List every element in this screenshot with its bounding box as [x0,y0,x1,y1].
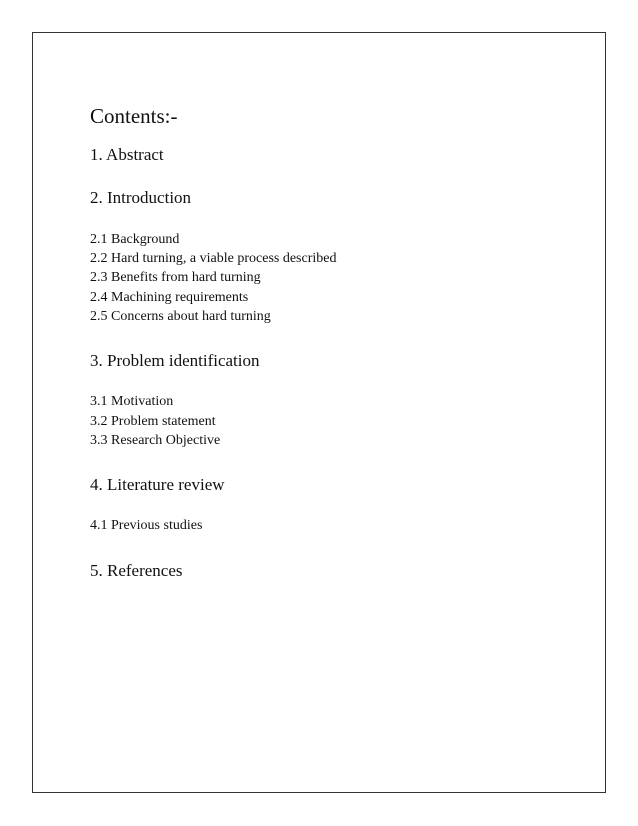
subsection-2-4: 2.4 Machining requirements [90,290,249,305]
subsection-3-3: 3.3 Research Objective [90,433,221,448]
subsection-2-2: 2.2 Hard turning, a viable process described [90,251,337,266]
contents-title: Contents:- [90,104,178,128]
subsection-2-5: 2.5 Concerns about hard turning [90,309,271,324]
subsection-4-1: 4.1 Previous studies [90,518,203,533]
section-heading-references: 5. References [90,561,183,580]
subsection-2-1: 2.1 Background [90,232,180,247]
subsection-3-2: 3.2 Problem statement [90,414,216,429]
section-heading-literature-review: 4. Literature review [90,475,225,494]
subsection-3-1: 3.1 Motivation [90,394,174,409]
section-heading-problem-identification: 3. Problem identification [90,351,260,370]
subsection-2-3: 2.3 Benefits from hard turning [90,270,261,285]
section-heading-introduction: 2. Introduction [90,188,192,207]
section-heading-abstract: 1. Abstract [90,145,164,164]
